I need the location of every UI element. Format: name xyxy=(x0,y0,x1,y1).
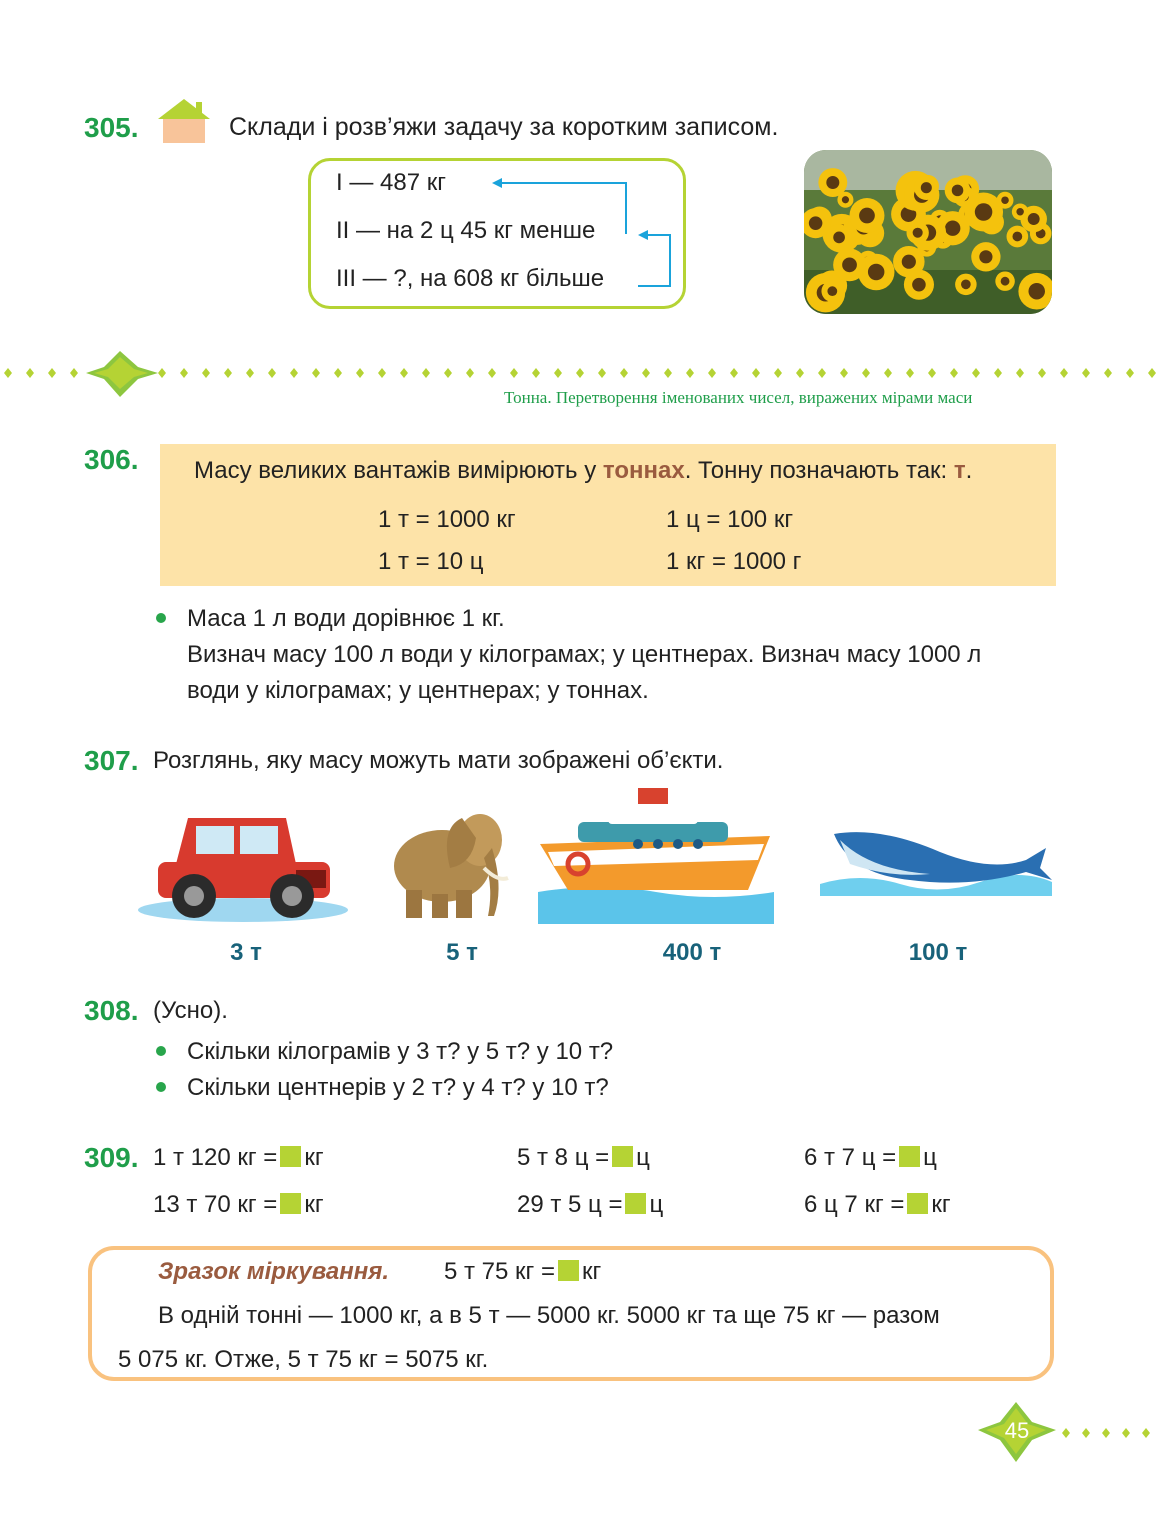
divider-dot xyxy=(884,368,892,378)
divider-dot xyxy=(290,368,298,378)
divider-dot xyxy=(180,368,188,378)
divider-dot xyxy=(620,368,628,378)
sample-unit: кг xyxy=(581,1258,602,1285)
answer-box[interactable] xyxy=(907,1193,928,1214)
record-line-1: I — 487 кг xyxy=(336,169,446,196)
answer-box xyxy=(558,1260,579,1281)
divider-dot xyxy=(906,368,914,378)
divider-dot xyxy=(1062,1428,1070,1438)
bullet-dot xyxy=(156,1046,166,1056)
record-line-2: II — на 2 ц 45 кг менше xyxy=(336,217,596,244)
sunflower-head xyxy=(906,222,928,244)
conversion-unit: ц xyxy=(636,1144,650,1171)
divider-dot xyxy=(466,368,474,378)
divider-dot xyxy=(334,368,342,378)
task-number-308: 308. xyxy=(84,995,139,1026)
divider-dot xyxy=(1122,1428,1130,1438)
divider-dot xyxy=(708,368,716,378)
divider-dot xyxy=(48,368,56,378)
conversion-3 xyxy=(804,1146,937,1170)
divider-dot xyxy=(752,368,760,378)
divider-dot xyxy=(268,368,276,378)
equality-1: 1 т = 1000 кг xyxy=(378,506,516,533)
water-mass-line-3: води у кілограмах; у центнерах; у тоннах. xyxy=(187,677,649,704)
record-line-3: III — ?, на 608 кг більше xyxy=(336,265,605,292)
answer-box[interactable] xyxy=(612,1146,633,1167)
sunflower-head xyxy=(849,198,884,233)
conversion-6 xyxy=(804,1193,951,1217)
water-mass-line-1: Маса 1 л води дорівнює 1 кг. xyxy=(187,605,505,632)
conversion-expr: 5 т 8 ц = xyxy=(517,1144,610,1171)
relation-arrows xyxy=(488,172,678,294)
divider-dot xyxy=(26,368,34,378)
rule-prefix: Масу великих вантажів вимірюють у xyxy=(194,457,603,484)
sunflower-head xyxy=(945,178,971,204)
elephant-icon xyxy=(380,798,520,922)
sunflower-head xyxy=(914,175,939,200)
conversion-unit: ц xyxy=(923,1144,937,1171)
conversion-unit: ц xyxy=(649,1191,664,1218)
divider-dot xyxy=(444,368,452,378)
divider-dot xyxy=(928,368,936,378)
sunflower-head xyxy=(837,192,853,208)
divider-dot xyxy=(862,368,870,378)
divider-dot xyxy=(818,368,826,378)
divider-dot xyxy=(664,368,672,378)
divider-dot xyxy=(4,368,12,378)
conversion-unit: кг xyxy=(304,1191,324,1218)
conversion-unit: кг xyxy=(304,1144,324,1171)
task-number-306: 306. xyxy=(84,444,139,475)
divider-dot xyxy=(202,368,210,378)
divider-dot xyxy=(70,368,78,378)
divider-dot xyxy=(532,368,540,378)
whale-mass: 100 т xyxy=(908,939,968,966)
elephant-mass: 5 т xyxy=(446,939,478,966)
divider-dot xyxy=(510,368,518,378)
divider-dot xyxy=(488,368,496,378)
sunflower-head xyxy=(821,280,843,302)
divider-dot xyxy=(1016,368,1024,378)
tonne-symbol: т xyxy=(953,457,966,484)
divider-dot xyxy=(686,368,694,378)
sunflower-field-image xyxy=(804,150,1052,314)
task-number-309: 309. xyxy=(84,1142,139,1173)
divider-dot xyxy=(730,368,738,378)
divider-dot xyxy=(246,368,254,378)
sunflower-head xyxy=(826,224,852,250)
rule-middle: . Тонну позначають так: xyxy=(684,457,954,484)
sunflower-head xyxy=(833,248,866,281)
conversion-1 xyxy=(153,1146,324,1170)
divider-dot xyxy=(224,368,232,378)
divider-dot xyxy=(840,368,848,378)
conversion-unit: кг xyxy=(931,1191,951,1218)
conversion-5 xyxy=(517,1193,663,1217)
equality-2: 1 ц = 100 кг xyxy=(666,506,794,533)
bullet-dot xyxy=(156,613,166,623)
car-icon xyxy=(136,812,350,922)
divider-dot xyxy=(576,368,584,378)
divider-dot xyxy=(1104,368,1112,378)
divider-dot xyxy=(972,368,980,378)
task-number-305: 305. xyxy=(84,112,139,143)
sunflower-head xyxy=(904,270,934,300)
divider-dot xyxy=(158,368,166,378)
task-number-307: 307. xyxy=(84,745,139,776)
task-307-text: Розглянь, яку масу можуть мати зображені об’єкти. xyxy=(153,747,724,774)
divider-dot xyxy=(994,368,1002,378)
divider-dot xyxy=(598,368,606,378)
divider-dot xyxy=(1060,368,1068,378)
conversion-expr: 13 т 70 кг = xyxy=(153,1191,278,1218)
sunflower-head xyxy=(955,274,977,296)
sample-title: Зразок міркування. xyxy=(158,1258,390,1285)
bullet-dot xyxy=(156,1082,166,1092)
rule-highlight: тоннах xyxy=(602,457,685,484)
divider-dot xyxy=(356,368,364,378)
conversion-expr: 6 т 7 ц = xyxy=(804,1144,897,1171)
divider-dot xyxy=(1102,1428,1110,1438)
sample-expr: 5 т 75 кг = xyxy=(444,1258,555,1285)
answer-box[interactable] xyxy=(625,1193,646,1214)
divider-dot xyxy=(400,368,408,378)
rule-end: . xyxy=(965,457,973,484)
divider-dot xyxy=(950,368,958,378)
task-308-text: (Усно). xyxy=(153,997,228,1024)
question-1: Скільки кілограмів у 3 т? у 5 т? у 10 т? xyxy=(187,1038,614,1065)
divider-dot xyxy=(312,368,320,378)
divider-dot xyxy=(1142,1428,1150,1438)
answer-box[interactable] xyxy=(280,1193,301,1214)
task-305-text: Склади і розв’яжи задачу за коротким записом. xyxy=(229,113,779,141)
sunflower-head xyxy=(1012,203,1029,220)
house-icon xyxy=(156,97,212,145)
sunflower-head xyxy=(995,271,1014,290)
conversion-4 xyxy=(153,1193,324,1217)
section-title: Тонна. Перетворення іменованих чисел, виражених мірами маси xyxy=(504,388,973,407)
conversion-expr: 1 т 120 кг = xyxy=(153,1144,278,1171)
divider-dot xyxy=(422,368,430,378)
sample-line-2: 5 075 кг. Отже, 5 т 75 кг = 5075 кг. xyxy=(118,1346,489,1373)
sunflower-head xyxy=(971,242,1000,271)
answer-box[interactable] xyxy=(280,1146,301,1167)
conversion-expr: 29 т 5 ц = xyxy=(517,1191,623,1218)
question-2: Скільки центнерів у 2 т? у 4 т? у 10 т? xyxy=(187,1074,609,1101)
sample-expression xyxy=(444,1260,601,1284)
divider-dot xyxy=(378,368,386,378)
rule-text xyxy=(194,459,972,483)
divider-dot xyxy=(1126,368,1134,378)
conversion-2 xyxy=(517,1146,650,1170)
ship-mass: 400 т xyxy=(662,939,722,966)
equality-3: 1 т = 10 ц xyxy=(378,548,484,575)
sunflower-head xyxy=(997,192,1014,209)
divider-dot xyxy=(1148,368,1156,378)
divider-dot xyxy=(554,368,562,378)
water-mass-line-2: Визнач масу 100 л води у кілограмах; у центнерах. Визнач масу 1000 л xyxy=(187,641,982,668)
divider-dot xyxy=(1038,368,1046,378)
divider-dot xyxy=(1082,368,1090,378)
divider-dot xyxy=(1082,1428,1090,1438)
whale-icon xyxy=(820,824,1052,896)
ship-icon xyxy=(538,786,774,924)
answer-box[interactable] xyxy=(899,1146,920,1167)
equality-4: 1 кг = 1000 г xyxy=(666,548,802,575)
sample-line-1: В одній тонні — 1000 кг, а в 5 т — 5000 кг. 5000 кг та ще 75 кг — разом xyxy=(158,1302,940,1329)
divider-dot xyxy=(774,368,782,378)
divider-dot xyxy=(642,368,650,378)
conversion-expr: 6 ц 7 кг = xyxy=(804,1191,905,1218)
divider-dot xyxy=(796,368,804,378)
car-mass: 3 т xyxy=(230,939,262,966)
page-number: 45 xyxy=(1004,1418,1030,1443)
